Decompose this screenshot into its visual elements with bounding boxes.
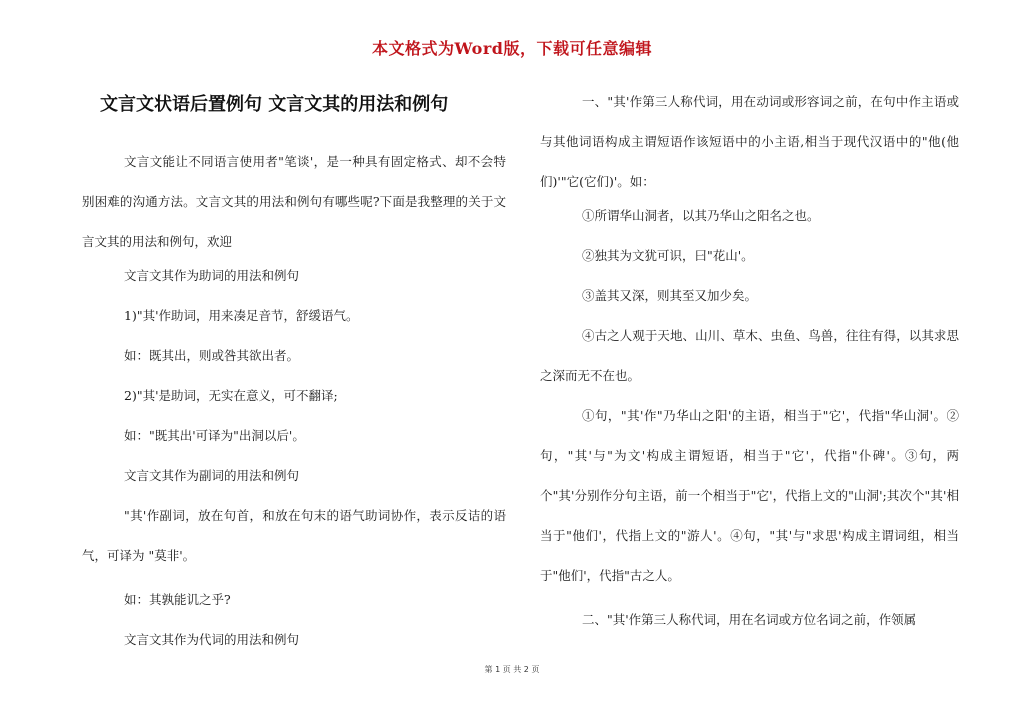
paragraph: "其'作副词，放在句首，和放在句末的语气助词协作，表示反诘的语气，可译为 "莫非'。: [82, 508, 506, 563]
page-title: 文言文状语后置例句 文言文其的用法和例句: [100, 94, 449, 115]
paragraph: 二、"其'作第三人称代词，用在名词或方位名词之前，作领属: [582, 612, 917, 627]
section-heading-adverb: 文言文其作为副词的用法和例句: [124, 468, 300, 483]
example-line: ④古之人观于天地、山川、草木、虫鱼、鸟兽，往往有得，以其求思之深而无不在也。: [540, 328, 959, 383]
paragraph: 一、"其'作第三人称代词，用在动词或形容词之前，在句中作主语或与其他词语构成主谓短语作该短语中的小主语,相当于现代汉语中的"他(他们)'"它(它们)'。如：: [540, 94, 959, 189]
paragraph: 2)"其'是助词，无实在意义，可不翻译;: [124, 388, 338, 403]
paragraph: 如：其孰能讥之乎?: [124, 592, 231, 607]
section-heading-particle: 文言文其作为助词的用法和例句: [124, 268, 300, 283]
example-line: ③盖其又深，则其至又加少矣。: [582, 288, 758, 303]
paragraph: 文言文能让不同语言使用者"笔谈'，是一种具有固定格式、却不会特别困难的沟通方法。文言文其的用法和例句有哪些呢?下面是我整理的关于文言文其的用法和例句，欢迎: [82, 154, 506, 249]
paragraph: ①句，"其'作"乃华山之阳'的主语，相当于"它'，代指"华山洞'。②句，"其'与"为文'构成主谓短语，相当于"它'，代指"仆碑'。③句，两个"其'分别作分句主语，前一个相当于"它'，代指上文的"山洞';其次个"其'相当于"他们'，代指上文的"游人'。④句，"其'与"求思'构成主谓词组，相当于"他们'，代指"古之人。: [540, 408, 959, 583]
paragraph: 1)"其'作助词，用来凑足音节，舒缓语气。: [124, 308, 359, 323]
paragraph: 如："既其出'可译为"出洞以后'。: [124, 428, 305, 443]
example-line: ②独其为文犹可识，曰"花山'。: [582, 248, 754, 263]
example-line: ①所谓华山洞者，以其乃华山之阳名之也。: [582, 208, 820, 223]
page-footer: 第 1 页 共 2 页: [484, 665, 540, 674]
download-banner: 本文格式为Word版，下载可任意编辑: [372, 39, 652, 58]
section-heading-pronoun: 文言文其作为代词的用法和例句: [124, 632, 300, 647]
paragraph: 如：既其出，则或咎其欲出者。: [124, 348, 300, 363]
